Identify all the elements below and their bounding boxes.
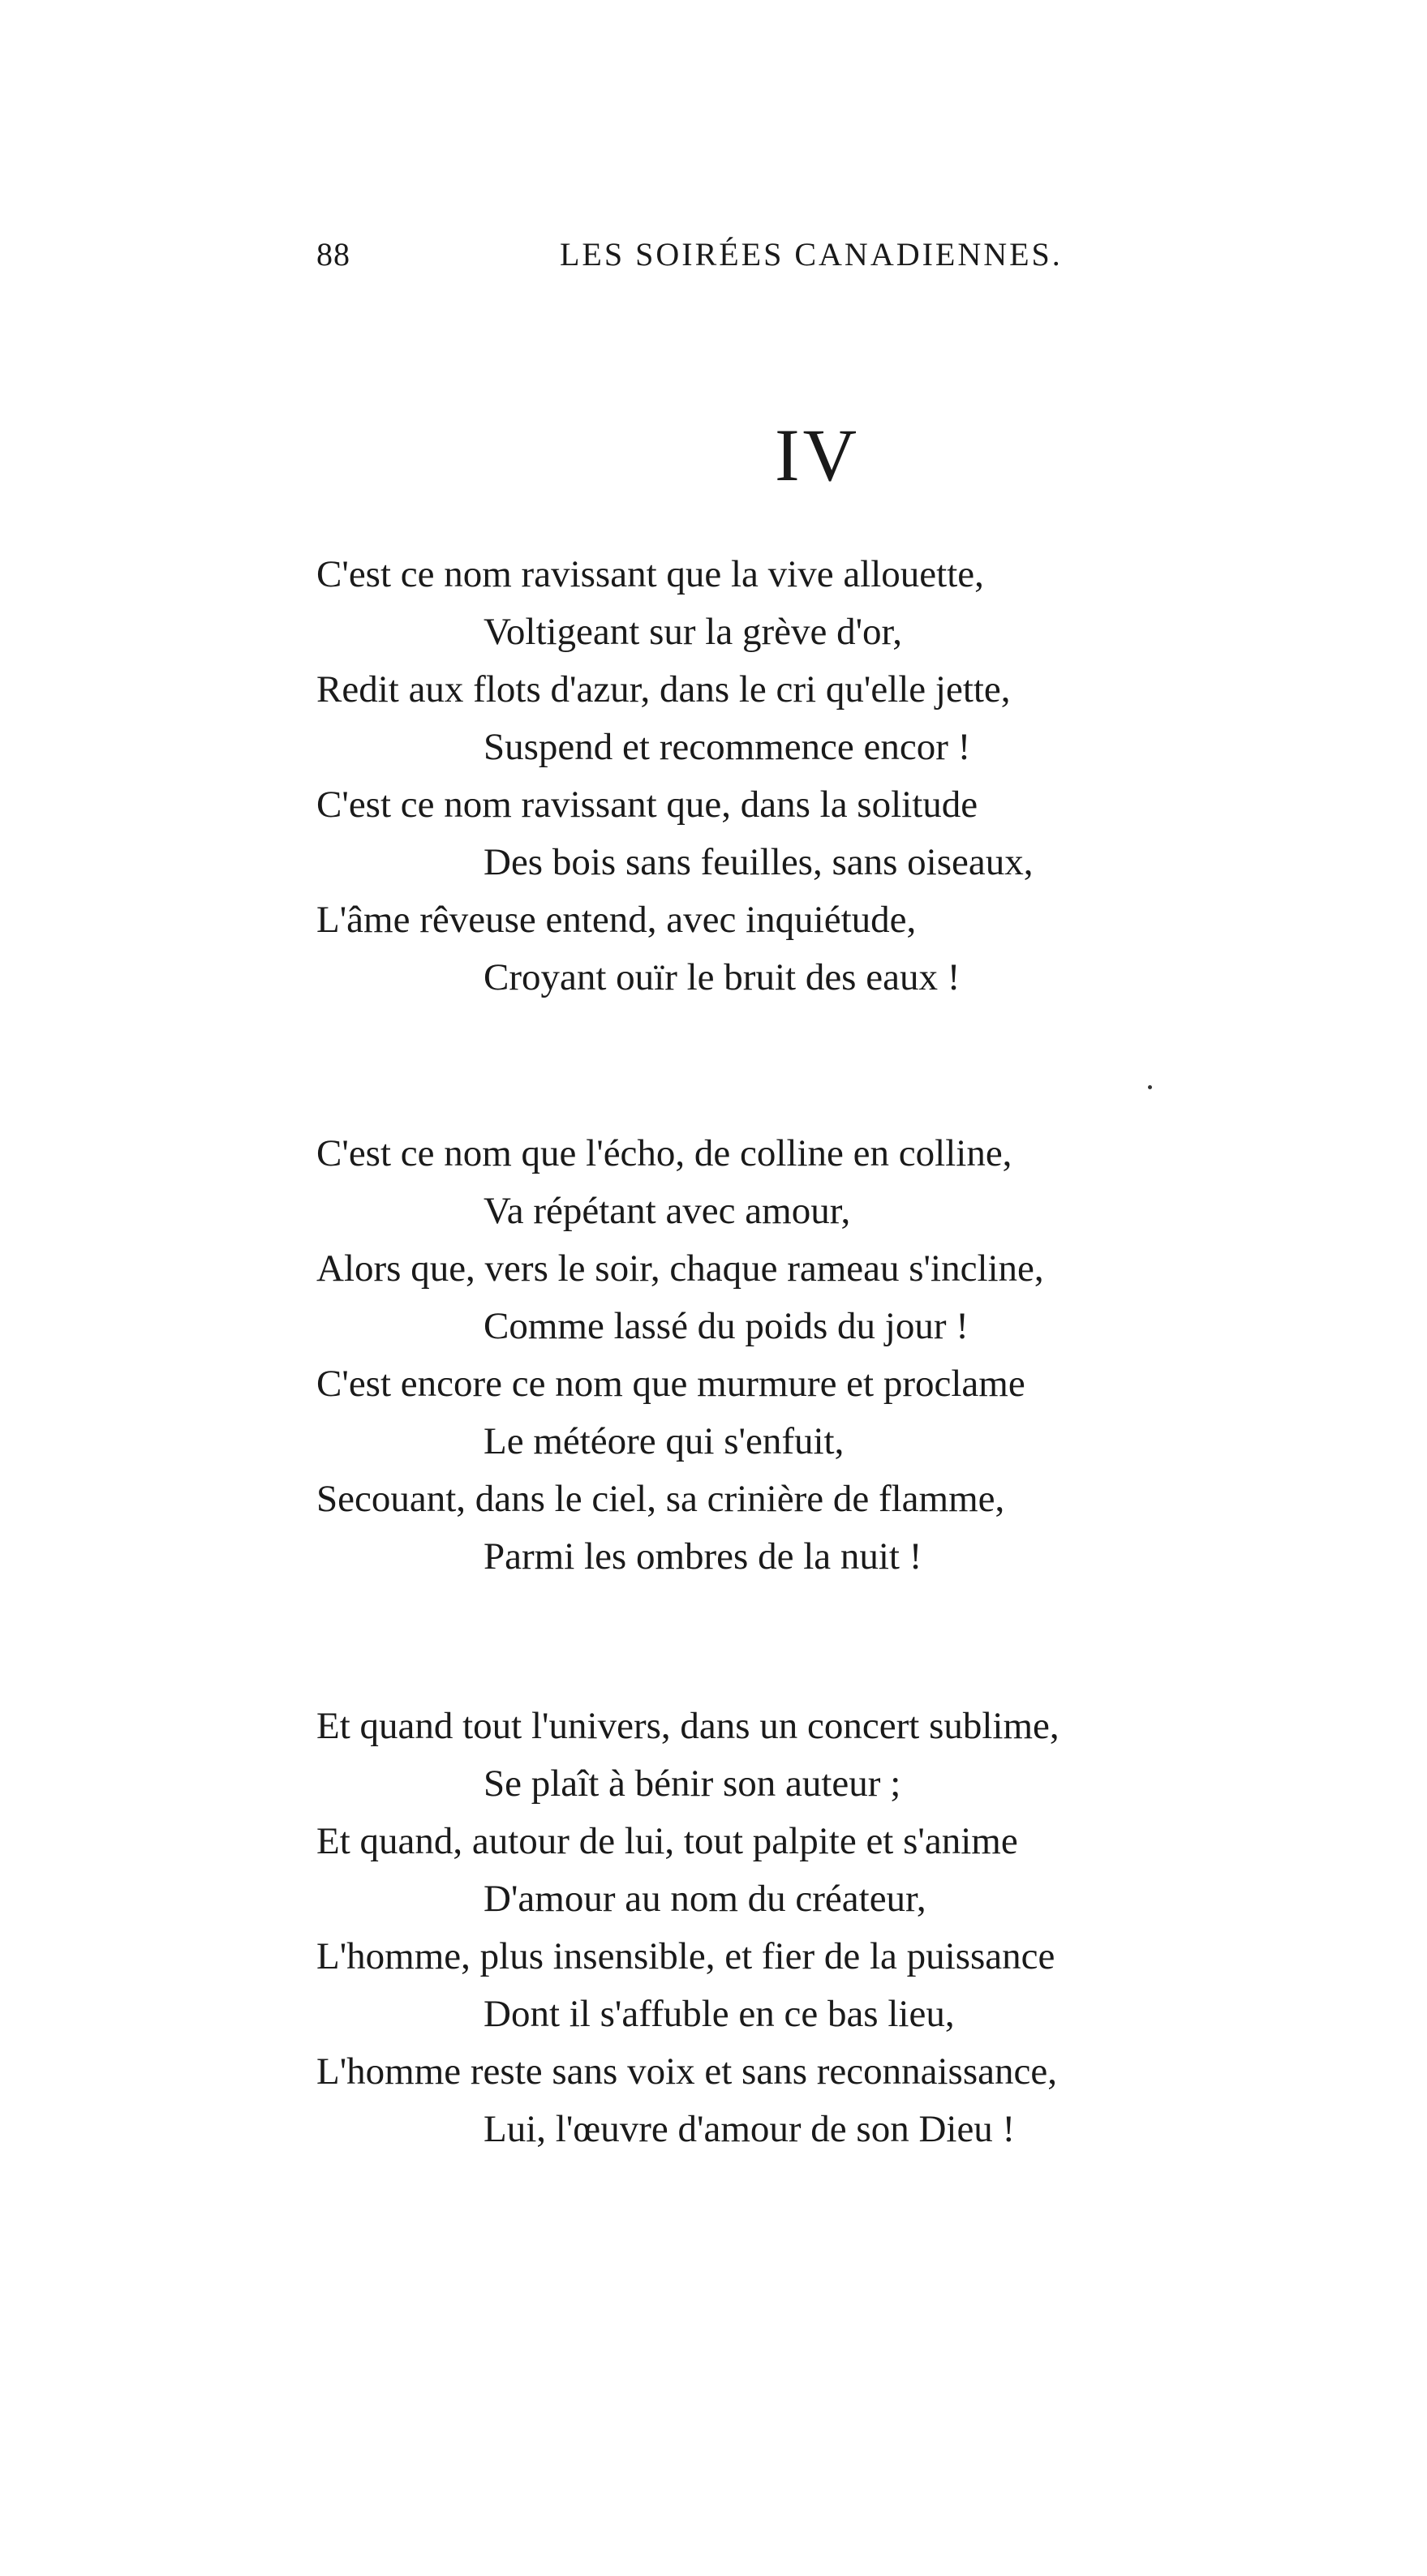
verse-line: L'homme, plus insensible, et fier de la puissance [316,1935,1055,1977]
verse-line: Se plaît à bénir son auteur ; [484,1762,901,1805]
verse-line: Voltigeant sur la grève d'or, [484,611,903,653]
verse-line: Secouant, dans le ciel, sa crinière de flamme, [316,1478,1005,1520]
verse-line: Des bois sans feuilles, sans oiseaux, [484,841,1034,883]
verse-line: L'homme reste sans voix et sans reconnaissance, [316,2050,1057,2093]
print-speck [1148,1085,1152,1089]
verse-line: C'est encore ce nom que murmure et proclame [316,1363,1025,1405]
verse-line: Lui, l'œuvre d'amour de son Dieu ! [484,2108,1016,2150]
verse-line: Va répétant avec amour, [484,1190,851,1232]
verse-line: Dont il s'affuble en ce bas lieu, [484,1993,955,2035]
verse-line: C'est ce nom ravissant que la vive allouette, [316,553,984,595]
running-title: LES SOIRÉES CANADIENNES. [560,236,1063,273]
verse-line: Croyant ouïr le bruit des eaux ! [484,956,961,998]
verse-line: D'amour au nom du créateur, [484,1878,926,1920]
verse-line: Et quand tout l'univers, dans un concert sublime, [316,1705,1060,1747]
verse-line: C'est ce nom que l'écho, de colline en colline, [316,1132,1012,1174]
verse-line: Et quand, autour de lui, tout palpite et s'anime [316,1820,1018,1862]
stanza-2 [316,1125,1241,1586]
verse-line: Parmi les ombres de la nuit ! [484,1535,922,1578]
verse-line: Alors que, vers le soir, chaque rameau s'incline, [316,1247,1044,1290]
verse-line: Le météore qui s'enfuit, [484,1420,845,1462]
verse-line: Comme lassé du poids du jour ! [484,1305,969,1347]
verse-line: C'est ce nom ravissant que, dans la solitude [316,784,978,826]
verse-line: Redit aux flots d'azur, dans le cri qu'elle jette, [316,668,1011,711]
stanza-1 [316,546,1241,1007]
stanza-3 [316,1698,1241,2158]
verse-line: Suspend et recommence encor ! [484,726,971,768]
page-header [316,235,1241,284]
section-numeral: IV [775,414,861,496]
verse-line: L'âme rêveuse entend, avec inquiétude, [316,899,917,941]
page-number: 88 [316,236,350,273]
